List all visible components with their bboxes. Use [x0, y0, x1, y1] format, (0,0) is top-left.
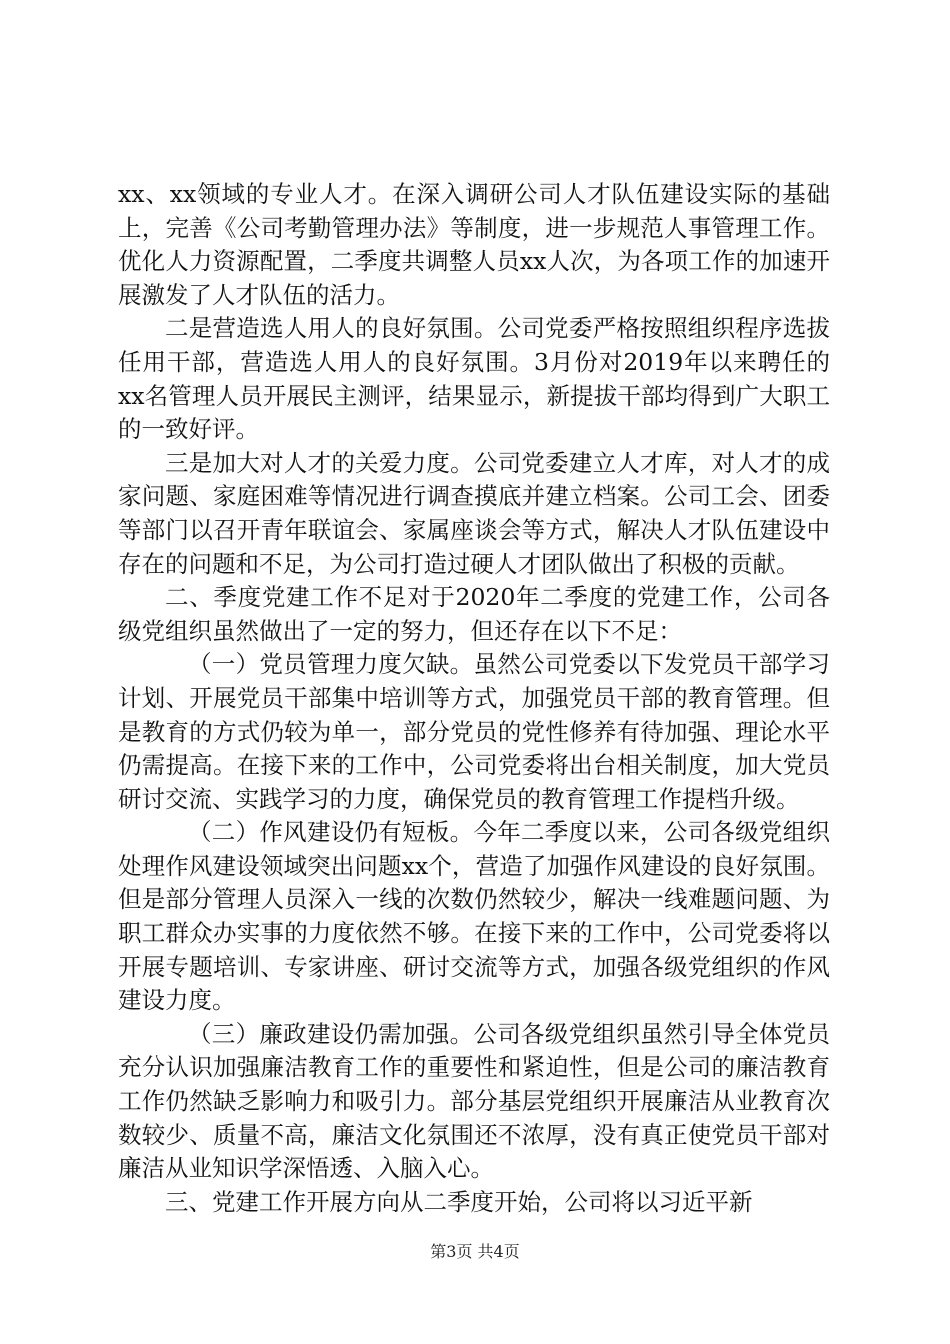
paragraph-member-management: （一）党员管理力度欠缺。虽然公司党委以下发党员干部学习计划、开展党员干部集中培训等方式，加强党员干部的教育管理。但是教育的方式仍较为单一，部分党员的党性修养有待加强、理论水平仍需提高。在接下来的工作中，公司党委将出台相关制度，加大党员研讨交流、实践学习的力度，确保党员的教育管理工作提档升级。 [118, 650, 830, 813]
paragraph-talent-care: 三是加大对人才的关爱力度。公司党委建立人才库，对人才的成家问题、家庭困难等情况进行调查摸底并建立档案。公司工会、团委等部门以召开青年联谊会、家属座谈会等方式，解决人才队伍建设中存在的问题和不足，为公司打造过硬人才团队做出了积极的贡献。 [118, 448, 830, 578]
paragraph-integrity: （三）廉政建设仍需加强。公司各级党组织虽然引导全体党员充分认识加强廉洁教育工作的重要性和紧迫性，但是公司的廉洁教育工作仍然缺乏影响力和吸引力。部分基层党组织开展廉洁从业教育次数较少、质量不高，廉洁文化氛围还不浓厚，没有真正使党员干部对廉洁从业知识学深悟透、入脑入心。 [118, 1019, 830, 1183]
document-body [118, 178, 830, 1219]
paragraph-cadre-selection: 二是营造选人用人的良好氛围。公司党委严格按照组织程序选拔任用干部，营造选人用人的良好氛围。3月份对2019年以来聘任的xx名管理人员开展民主测评，结果显示，新提拔干部均得到广大职工的一致好评。 [118, 314, 830, 444]
paragraph-talent-recruitment: xx、xx领域的专业人才。在深入调研公司人才队伍建设实际的基础上，完善《公司考勤管理办法》等制度，进一步规范人事管理工作。优化人力资源配置，二季度共调整人员xx人次，为各项工作的加速开展激发了人才队伍的活力。 [118, 180, 830, 309]
page-number-footer: 第3页 共4页 [430, 1242, 520, 1261]
paragraph-work-style: （二）作风建设仍有短板。今年二季度以来，公司各级党组织处理作风建设领域突出问题xx个，营造了加强作风建设的良好氛围。但是部分管理人员深入一线的次数仍然较少，解决一线难题问题、为职工群众办实事的力度依然不够。在接下来的工作中，公司党委将以开展专题培训、专家讲座、研讨交流等方式，加强各级党组织的作风建设力度。 [118, 818, 830, 1015]
section-heading-direction: 三、党建工作开展方向从二季度开始，公司将以习近平新 [165, 1187, 753, 1216]
section-heading-shortcomings: 二、季度党建工作不足对于2020年二季度的党建工作，公司各级党组织虽然做出了一定的努力，但还存在以下不足： [118, 583, 830, 645]
